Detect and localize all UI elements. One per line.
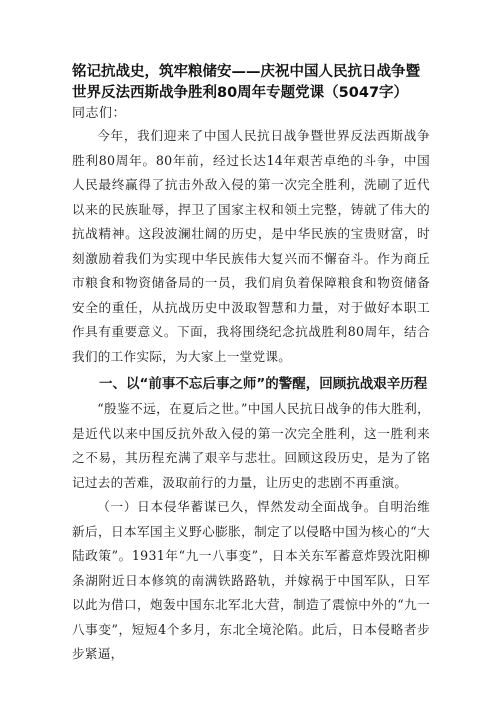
intro-paragraph: 今年，我们迎来了中国人民抗日战争暨世界反法西斯战争胜利80周年。80年前，经过长达14年艰苦卓绝的斗争，中国人民最终赢得了抗击外敌入侵的第一次完全胜利，洗刷了近代以来的民族耻辱，捍卫了国家主权和领土完整，铸就了伟大的抗战精神。这段波澜壮阔的历史，是中华民族的宝贵财富，时刻激励着我们为实现中华民族伟大复兴而不懈奋斗。作为商丘市粮食和物资储备局的一员，我们肩负着保障粮食和物资储备安全的重任，从抗战历史中汲取智慧和力量，对于做好本职工作具有重要意义。下面，我将围绕纪念抗战胜利80周年，结合我们的工作实际，为大家上一堂党课。	[72, 128, 430, 364]
salutation: 同志们：	[72, 106, 127, 121]
section-paragraph: “殷鉴不远，在夏后之世。”中国人民抗日战争的伟大胜利，是近代以来中国反抗外敌入侵的第一次完全胜利，这一胜利来之不易，其历程充满了艰辛与悲壮。回顾这段历史，是为了铭记过去的苦难，汲取前行的力量，让历史的悲剧不再重演。	[72, 401, 430, 490]
section-paragraph: （一）日本侵华蓄谋已久，悍然发动全面战争。自明治维新后，日本军国主义野心膨胀，制定了以侵略中国为核心的“大陆政策”。1931年“九一八事变”，日本关东军蓄意炸毁沈阳柳条湖附近日本修筑的南满铁路路轨，并嫁祸于中国军队，日军以此为借口，炮轰中国东北军北大营，制造了震惊中外的“九一八事变”，短短4个多月，东北全境沦陷。此后，日本侵略者步步紧逼，	[72, 499, 430, 661]
document-title: 铭记抗战史，筑牢粮储安——庆祝中国人民抗日战争暨世界反法西斯战争胜利80周年专题党课（5047字）	[72, 64, 420, 101]
section-heading: 一、以“前事不忘后事之师”的警醒，回顾抗战艰辛历程	[99, 376, 428, 392]
